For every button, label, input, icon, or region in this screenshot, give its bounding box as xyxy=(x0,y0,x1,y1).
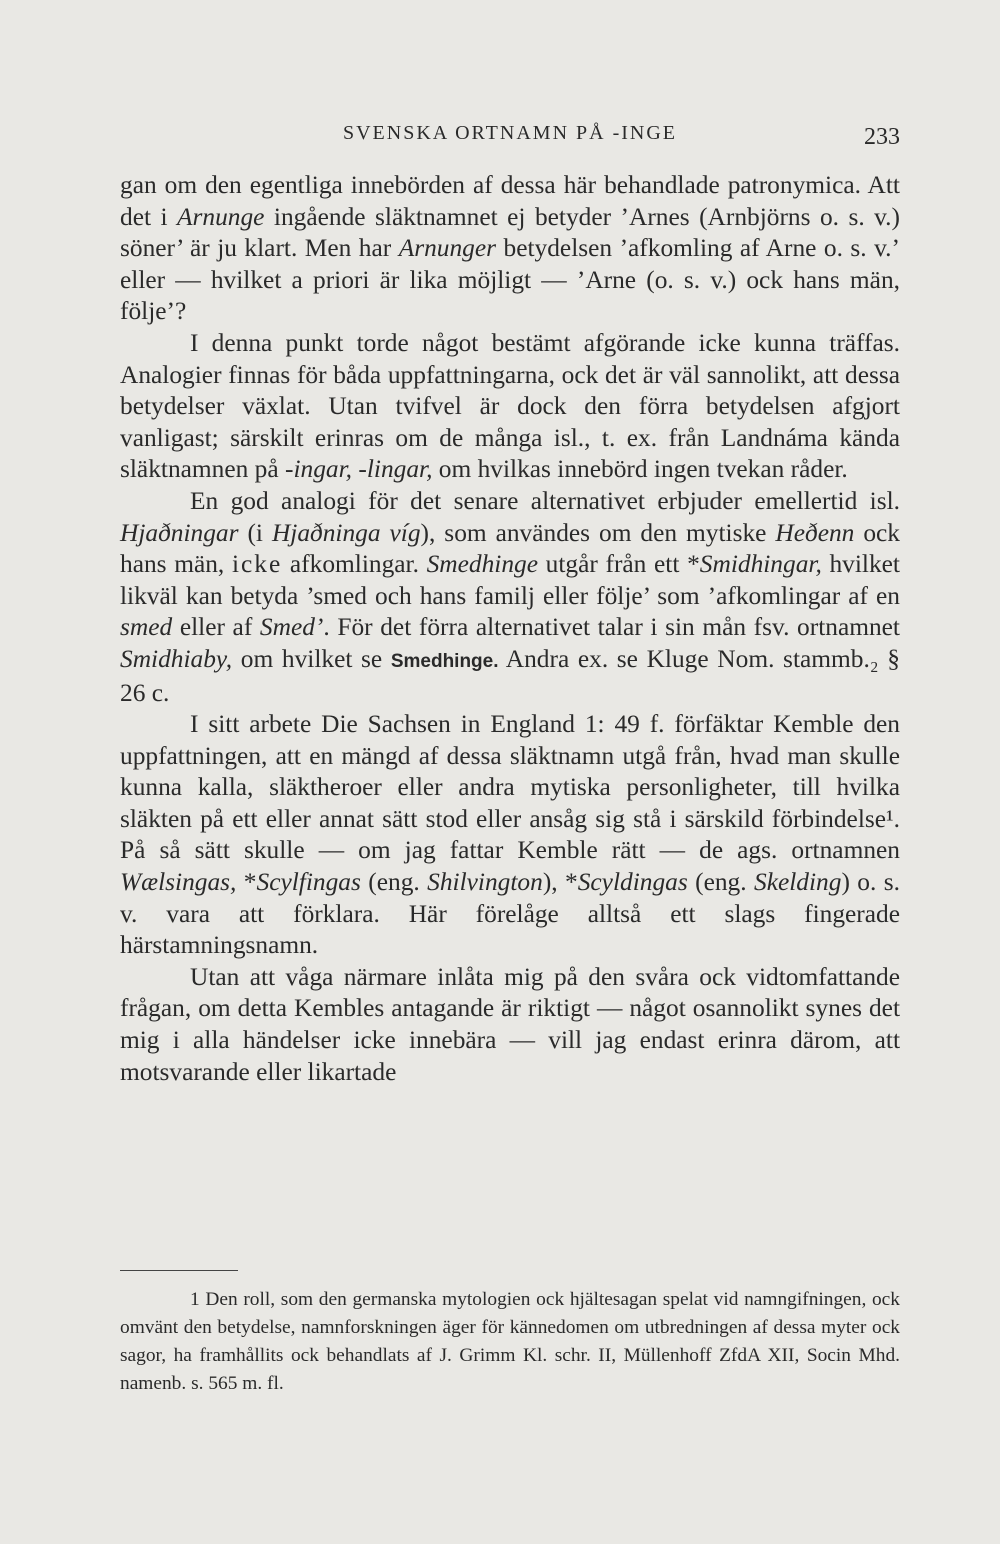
text-run: * xyxy=(236,868,257,897)
footnote-divider xyxy=(120,1270,238,1271)
paragraph xyxy=(120,170,900,328)
text-run: gan om den egentliga innebörden af dessa här behandlade patronymica. Att det i xyxy=(120,171,900,231)
italic-term: Hjaðningar xyxy=(120,518,239,547)
italic-term: Wælsingas, xyxy=(120,868,237,897)
paragraph xyxy=(120,486,900,709)
text-run: ) o. s. v. vara att förklara. Här förelåge alltså ett slags fingerade härstamningsnamn. xyxy=(120,868,900,960)
text-run: utgår från ett * xyxy=(538,550,700,579)
text-run: om hvilkas innebörd ingen tvekan råder. xyxy=(432,455,848,484)
running-head xyxy=(120,118,900,148)
italic-term: Hjaðninga víg xyxy=(271,518,421,547)
emphasis-spaced: icke xyxy=(231,550,283,579)
text-run: betydelsen ’afkomling af Arne o. s. v.’ eller — hvilket a priori är lika möjligt — ’Arne (o. s. v.) ock hans män, följe’? xyxy=(120,234,900,326)
italic-term: smed xyxy=(120,613,173,642)
cross-reference: Smedhinge. xyxy=(390,650,499,672)
body-text xyxy=(120,170,900,1088)
text-run: (i xyxy=(238,518,272,547)
italic-term: -lingar, xyxy=(358,455,433,484)
italic-term: Shilvington xyxy=(427,868,543,897)
text-run: ock hans män, xyxy=(120,518,900,579)
italic-term: Skelding xyxy=(754,868,842,897)
italic-term: Scylfingas xyxy=(256,868,361,897)
italic-term: -ingar, xyxy=(285,455,353,484)
paragraph xyxy=(120,962,900,1088)
text-run: I sitt arbete Die Sachsen in England 1: 49 f. förfäktar Kemble den uppfattningen, att en mängd af dessa släktnamn utgå från, hvad man skulle kunna kalla, släktheroer eller andra mytiska personligheter, till hvilka släkten på ett eller annat sätt stod eller ansåg sig stå i särskild förbindelse¹. På så sätt skulle — om jag fattar Kemble rätt — de ags. ortnamnen xyxy=(120,710,900,865)
text-run: afkomlingar. xyxy=(282,550,427,579)
text-run: om hvilket se xyxy=(232,644,391,673)
text-run: Utan att våga närmare inlåta mig på den svåra ock vidtomfattande frågan, om detta Kembles antagande är riktigt — något osannolikt synes det mig i alla händelser icke innebära — vill jag endast erinra därom, att motsvarande eller likartade xyxy=(120,962,900,1086)
italic-term: Arnunger xyxy=(398,234,497,263)
text-run: I denna punkt torde något bestämt afgörande icke kunna träffas. Analogier finnas för båda uppfattningarna, ock det är väl sannolikt, att dessa betydelser växlat. Utan tvifvel är dock den förra betydelsen afgjort vanligast; särskilt erinras om de många isl., t. ex. från Landnáma kända släktnamnen på xyxy=(120,328,900,484)
italic-term: Smed’ xyxy=(259,613,324,642)
text-run: (eng. xyxy=(687,868,754,897)
text-run: ), * xyxy=(542,868,578,897)
running-title: SVENSKA ORTNAMN PÅ -INGE xyxy=(342,122,678,144)
italic-term: Heðenn xyxy=(775,518,855,547)
italic-term: Smidhingar, xyxy=(699,550,822,579)
italic-term: Arnunge xyxy=(177,202,265,231)
text-run: . För det förra alternativet talar i sin mån fsv. ortnamnet xyxy=(323,613,900,642)
text-run: hvilket likväl kan betyda ’smed och hans familj eller följe’ som ’afkomlingar af en xyxy=(120,550,900,610)
text-run: (eng. xyxy=(360,868,428,897)
italic-term: Smedhinge xyxy=(426,550,539,579)
italic-term: Smidhiaby, xyxy=(120,644,233,673)
footnote xyxy=(120,1286,900,1398)
page-number: 233 xyxy=(864,124,900,150)
text-run: eller af xyxy=(172,613,260,642)
text-run: Andra ex. se Kluge Nom. stammb.₂ § 26 c. xyxy=(120,644,900,707)
text-run: ), som användes om den mytiske xyxy=(420,518,776,547)
text-run: ingående släktnamnet ej betyder ’Arnes (Arnbjörns o. s. v.) söner’ är ju klart. Men har xyxy=(120,202,900,263)
paragraph xyxy=(120,709,900,962)
paragraph xyxy=(120,328,900,486)
footnote-text: 1 Den roll, som den germanska mytologien ock hjältesagan spelat vid namngifningen, ock omvänt den betydelse, namnforskningen äger för kännedomen om utbredningen af dessa myter ock sagor, ha framhållits ock behandlats af J. Grimm Kl. schr. II, Müllenhoff ZfdA XII, Socin Mhd. namenb. s. 565 m. fl. xyxy=(120,1289,900,1394)
text-run: En god analogi för det senare alternativet erbjuder emellertid isl. xyxy=(190,486,900,515)
italic-term: Scyldingas xyxy=(577,868,688,897)
